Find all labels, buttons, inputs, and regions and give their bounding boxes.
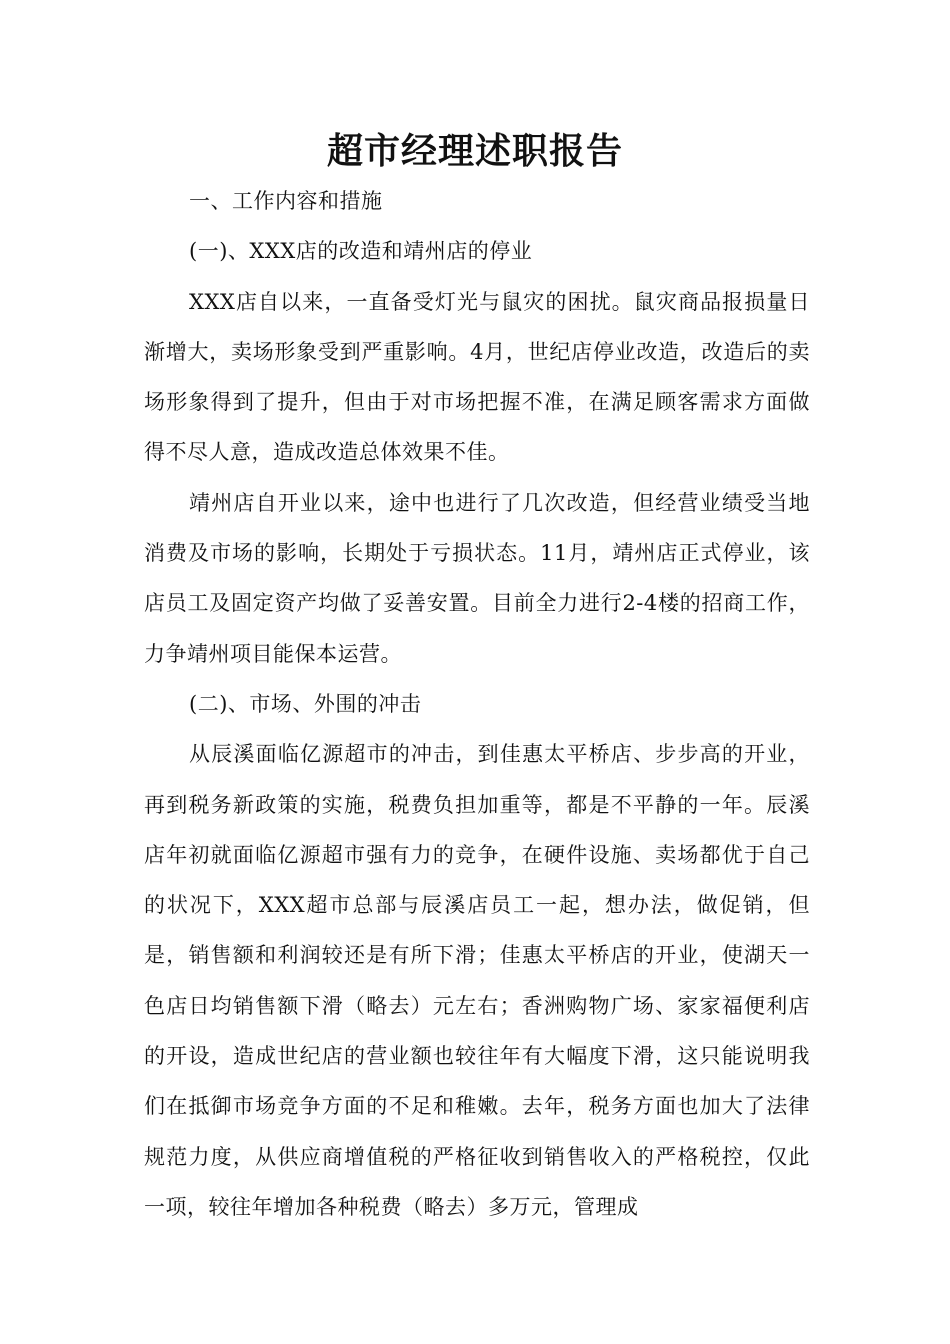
document-title: 超市经理述职报告 [326, 131, 623, 172]
paragraph-jingzhou-closure: 靖州店自开业以来，途中也进行了几次改造，但经营业绩受当地消费及市场的影响，长期处于亏损状态。11月，靖州店正式停业，该店员工及固定资产均做了妥善安置。目前全力进行2-4楼的招商工作，力争靖州项目能保本运营。 [144, 490, 810, 666]
paragraph-market-impact: 从辰溪面临亿源超市的冲击，到佳惠太平桥店、步步高的开业，再到税务新政策的实施，税费负担加重等，都是不平静的一年。辰溪店年初就面临亿源超市强有力的竞争，在硬件设施、卖场都优于自己的状况下，XXX超市总部与辰溪店员工一起，想办法，做促销，但是，销售额和利润较还是有所下滑；佳惠太平桥店的开业，使湖天一色店日均销售额下滑（略去）元左右；香洲购物广场、家家福便利店的开设，造成世纪店的营业额也较往年有大幅度下滑，这只能说明我们在抵御市场竞争方面的不足和稚嫩。去年，税务方面也加大了法律规范力度，从供应商增值税的严格征收到销售收入的严格税控，仅此一项，较往年增加各种税费（略去）多万元，管理成 [144, 742, 810, 1219]
paragraph-renovation: XXX店自以来，一直备受灯光与鼠灾的困扰。鼠灾商品报损量日渐增大，卖场形象受到严重影响。4月，世纪店停业改造，改造后的卖场形象得到了提升，但由于对市场把握不准，在满足顾客需求方面做得不尽人意，造成改造总体效果不佳。 [144, 289, 810, 465]
subsection-heading-2: (二)、市场、外围的冲击 [189, 691, 422, 716]
document-body [144, 176, 810, 1232]
section-heading-1: 一、工作内容和措施 [189, 189, 383, 213]
subsection-heading-1: (一)、XXX店的改造和靖州店的停业 [189, 239, 533, 264]
